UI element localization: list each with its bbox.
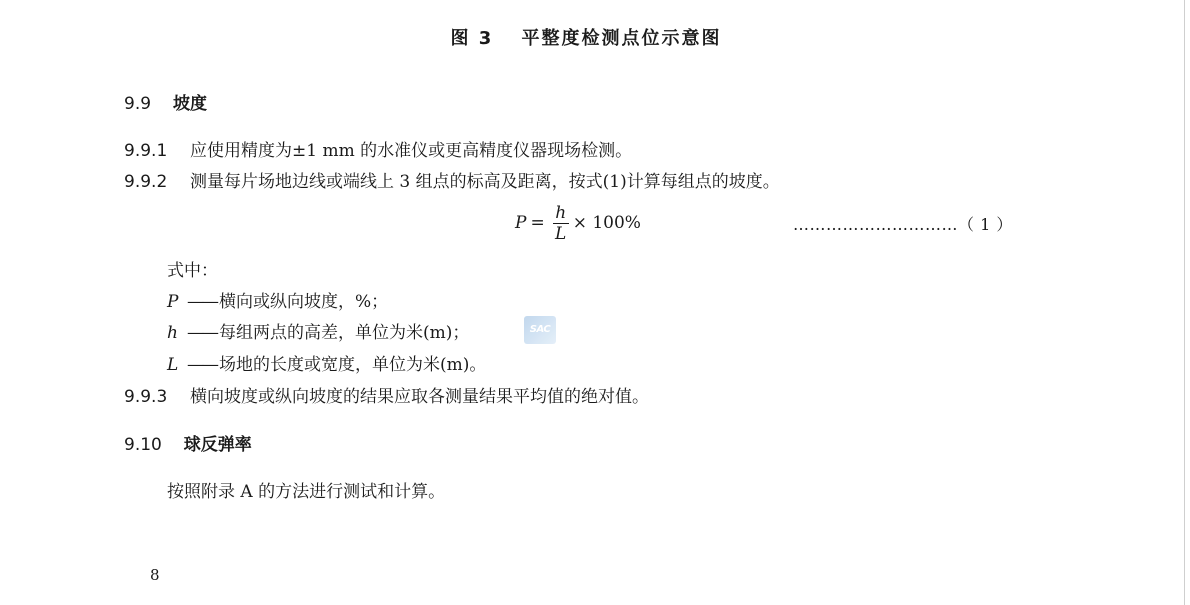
clause-number: 9.9.1 [124, 141, 168, 161]
page-edge [1184, 0, 1185, 605]
where-item [167, 287, 388, 312]
where-item [167, 318, 469, 343]
clause-number: 9.9.2 [124, 172, 168, 192]
formula-denominator: L [555, 223, 567, 244]
where-description: 场地的长度或宽度，单位为米(m)。 [219, 355, 487, 375]
figure-title: 平整度检测点位示意图 [521, 28, 722, 49]
where-description: 横向或纵向坡度，%； [219, 292, 389, 312]
section-number: 9.10 [124, 435, 162, 455]
where-item [167, 350, 486, 375]
section-9-10-text: 按照附录 A 的方法进行测试和计算。 [167, 482, 446, 502]
clause-text: 测量每片场地边线或端线上 3 组点的标高及距离，按式(1)计算每组点的坡度。 [190, 172, 780, 192]
formula [515, 200, 641, 246]
section-heading-9-10 [124, 430, 252, 455]
figure-number: 图 3 [450, 28, 494, 49]
where-intro: 式中： [167, 261, 218, 281]
section-title: 坡度 [172, 94, 207, 114]
sac-watermark-icon: SAC [524, 316, 556, 344]
clause-text: 横向坡度或纵向坡度的结果应取各测量结果平均值的绝对值。 [190, 387, 649, 407]
clause-9-9-2 [124, 167, 780, 192]
formula-equals: = [530, 213, 545, 233]
where-symbol: P [167, 292, 179, 312]
section-heading-9-9 [124, 89, 207, 114]
where-symbol: L [167, 355, 179, 375]
figure-caption [0, 24, 1172, 50]
formula-reference: …………………………（ 1 ） [793, 215, 1013, 234]
formula-fraction [553, 203, 569, 244]
formula-rhs: × 100% [572, 213, 641, 233]
where-symbol: h [167, 323, 178, 343]
where-dash: —— [187, 355, 217, 375]
formula-lhs: P [515, 213, 527, 233]
clause-9-9-3 [124, 382, 649, 407]
page-number: 8 [150, 566, 160, 584]
clause-number: 9.9.3 [124, 387, 168, 407]
clause-text: 应使用精度为±1 mm 的水准仪或更高精度仪器现场检测。 [190, 141, 633, 161]
clause-9-9-1 [124, 136, 632, 161]
where-dash: —— [187, 292, 217, 312]
section-number: 9.9 [124, 94, 152, 114]
section-title: 球反弹率 [183, 435, 252, 455]
formula-numerator: h [555, 202, 567, 223]
where-dash: —— [187, 323, 217, 343]
where-description: 每组两点的高差，单位为米(m)； [219, 323, 470, 343]
